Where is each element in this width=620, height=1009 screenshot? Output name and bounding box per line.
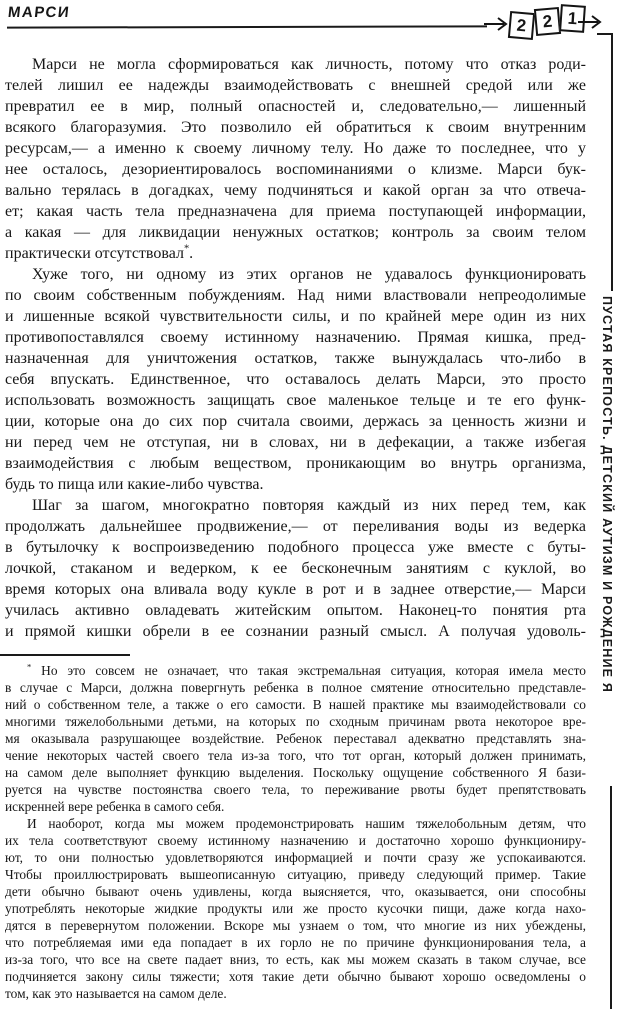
text-line: использовать возможность защищать свое маленькое тельце и те его функ- [5, 392, 586, 409]
paragraph [5, 264, 586, 495]
text-line: практически отсутствовал*. [5, 243, 194, 262]
text-line: Марси не могла сформироваться как личность, потому что отказ роди- [32, 56, 586, 73]
text-line: и лишенные всякой чувствительности силы, и по крайней мере один из них [5, 308, 586, 325]
text-line: в бутылочку к воспроизведению подобного процесса уже вместе с буты- [5, 539, 586, 556]
footnote-asterisk: * [183, 243, 190, 255]
page-number-digit: 1 [567, 8, 578, 28]
text-line: телей лишил ее надежды взаимодействовать с внешней средой или же [5, 77, 586, 94]
paragraph [5, 54, 586, 264]
text-line: на самом деле выполняет функцию выделения. Поскольку ощущение собственного Я бази- [5, 765, 586, 780]
text-line: мя оказывала разрушающее воздействие. Ребенок переставал адекватно представлять зна- [5, 731, 586, 746]
text-line: будь то пища или какие-либо чувства. [5, 476, 264, 493]
footnote-separator-rule [0, 654, 130, 656]
text-line: взаимодействия с любым веществом, проникающим во внутрь организма, [5, 455, 586, 472]
text-line: * Но это совсем не означает, что такая экстремальная ситуация, которая имела место [27, 662, 586, 678]
text-line: подчиняется закону силы тяжести; хотя такие дети обычно бывают хорошо осведомлены о [5, 969, 586, 984]
text-line: нее осталось, дезориентировалось воспоминаниями о клизме. Марси бук- [5, 161, 586, 178]
footnote-asterisk: * [27, 662, 32, 672]
paragraph [5, 815, 586, 1002]
text-line: в случае с Марси, должна повергнуть ребенка в полное смятение относительно представле- [5, 680, 586, 695]
text-line: И наоборот, когда мы можем продемонстрировать нашим тяжелобольным детям, что [27, 816, 586, 831]
text-line: дятся в перевернутом положении. Вскоре мы узнаем о том, что многие из них убеждены, [5, 918, 586, 933]
paragraph [5, 662, 586, 815]
text-line: и прямой кишки обрели в ее сознании разный смысл. А получая удоволь- [5, 623, 586, 640]
text-line: руется на чувстве постоянства своего тела, то переживание рвоты будет препятствовать [5, 782, 586, 797]
text-line: назначенная для уничтожения остатков, также вынуждалась что-либо в [5, 350, 586, 367]
text-line: их тела соответствуют своему истинному назначению и достаточно хорошо функциониру- [5, 833, 586, 848]
text-line: по своим собственным побуждениям. Над ними властвовали непреодолимые [5, 287, 586, 304]
text-line: училась активно овладевать житейским опытом. Наконец-то понятия рта [5, 602, 586, 619]
text-line: ют, то они полностью удовлетворяются информацией и почти сразу же успокаиваются. [5, 850, 586, 865]
text-line: Шаг за шагом, многократно повторяя каждый из них перед тем, как [32, 497, 586, 514]
margin-corner-bracket [597, 33, 613, 291]
vertical-book-title: ПУСТАЯ КРЕПОСТЬ. ДЕТСКИЙ АУТИЗМ И РОЖДЕНИЕ Я [600, 296, 614, 694]
text-line: ет; какая часть тела предназначена для приема поступающей информации, [5, 203, 586, 220]
page-arrow-in-icon [482, 14, 510, 32]
text-line: ний о собственном теле, а также о его самости. В нашей практике мы взаимодействовали со [5, 697, 586, 712]
text-line: вально терялась в догадках, чему подчиняться и какой орган за что отвеча- [5, 182, 586, 199]
page-number-digit: 2 [515, 15, 528, 35]
text-line: Чтобы проиллюстрировать вышеописанную ситуацию, приведу следующий пример. Такие [5, 867, 586, 882]
margin-vertical-rule [610, 786, 612, 1009]
text-line: употреблять некоторые жидкие продукты или же просто кусочки пищи, даже когда нахо- [5, 901, 586, 916]
text-line: ресурсам,— а именно к своему личному телу. Но даже то последнее, что у [5, 140, 586, 157]
text-line: дети обычно бывают очень удивлены, когда выясняется, что, оказывается, они способны [5, 884, 586, 899]
text-line: всякого благоразумия. Это позволило ей обратиться к своим внутренним [5, 119, 586, 136]
page-number-digit: 2 [541, 11, 554, 31]
page-arrow-out-icon [578, 12, 604, 30]
text-line: чение некоторых частей своего тела из-за того, что тот орган, который должен принимать, [5, 748, 586, 763]
text-line: искренней вере ребенка в самого себя. [5, 799, 225, 814]
running-chapter-title: МАРСИ [7, 4, 71, 21]
text-line: превратил ее в мир, полный опасностей и, следовательно,— лишенный [5, 98, 586, 115]
paragraph [5, 495, 586, 642]
page-number-box [508, 11, 535, 40]
text-line: продолжать дальнейшее продвижение,— от переливания воды из ведерка [5, 518, 586, 535]
footnote-block [5, 662, 586, 1002]
text-line: а какая — для ликвидации ненужных остатков; контроль за своим телом [5, 224, 586, 241]
header-rule [7, 25, 487, 28]
text-line: лочкой, стаканом и ведерком, к ее бесконечным занятиям с куклой, во [5, 560, 586, 577]
text-line: противопоставлялся своему истинному назначению. Прямая кишка, пред- [5, 329, 586, 346]
text-line: ции, которые она до сих пор считала своими, держась за ценность жизни и [5, 413, 586, 430]
page-number-box [534, 7, 561, 36]
text-line: том, как это называется на самом деле. [5, 986, 227, 1001]
text-line: многими тяжелобольными детьми, на которых по сходным причинам рвота некоторое вре- [5, 714, 586, 729]
text-line: Хуже того, ни одному из этих органов не удавалось функционировать [32, 266, 586, 283]
text-line: ни перед чем не отступая, ни в словах, ни в дефекации, а также избегая [5, 434, 586, 451]
text-line: время которых она вливала воду кукле в рот и в заднее отверстие,— Марси [5, 581, 586, 598]
main-text-block [5, 54, 586, 642]
text-line: себя впускать. Единственное, что оставалось делать Марси, это просто [5, 371, 586, 388]
text-line: из-за того, что все на свете падает вниз, то есть, как мы можем сказать в таком случае, все [5, 952, 586, 967]
text-line: что потребляемая ими еда попадает в их горло не по причине функционирования тела, а [5, 935, 586, 950]
